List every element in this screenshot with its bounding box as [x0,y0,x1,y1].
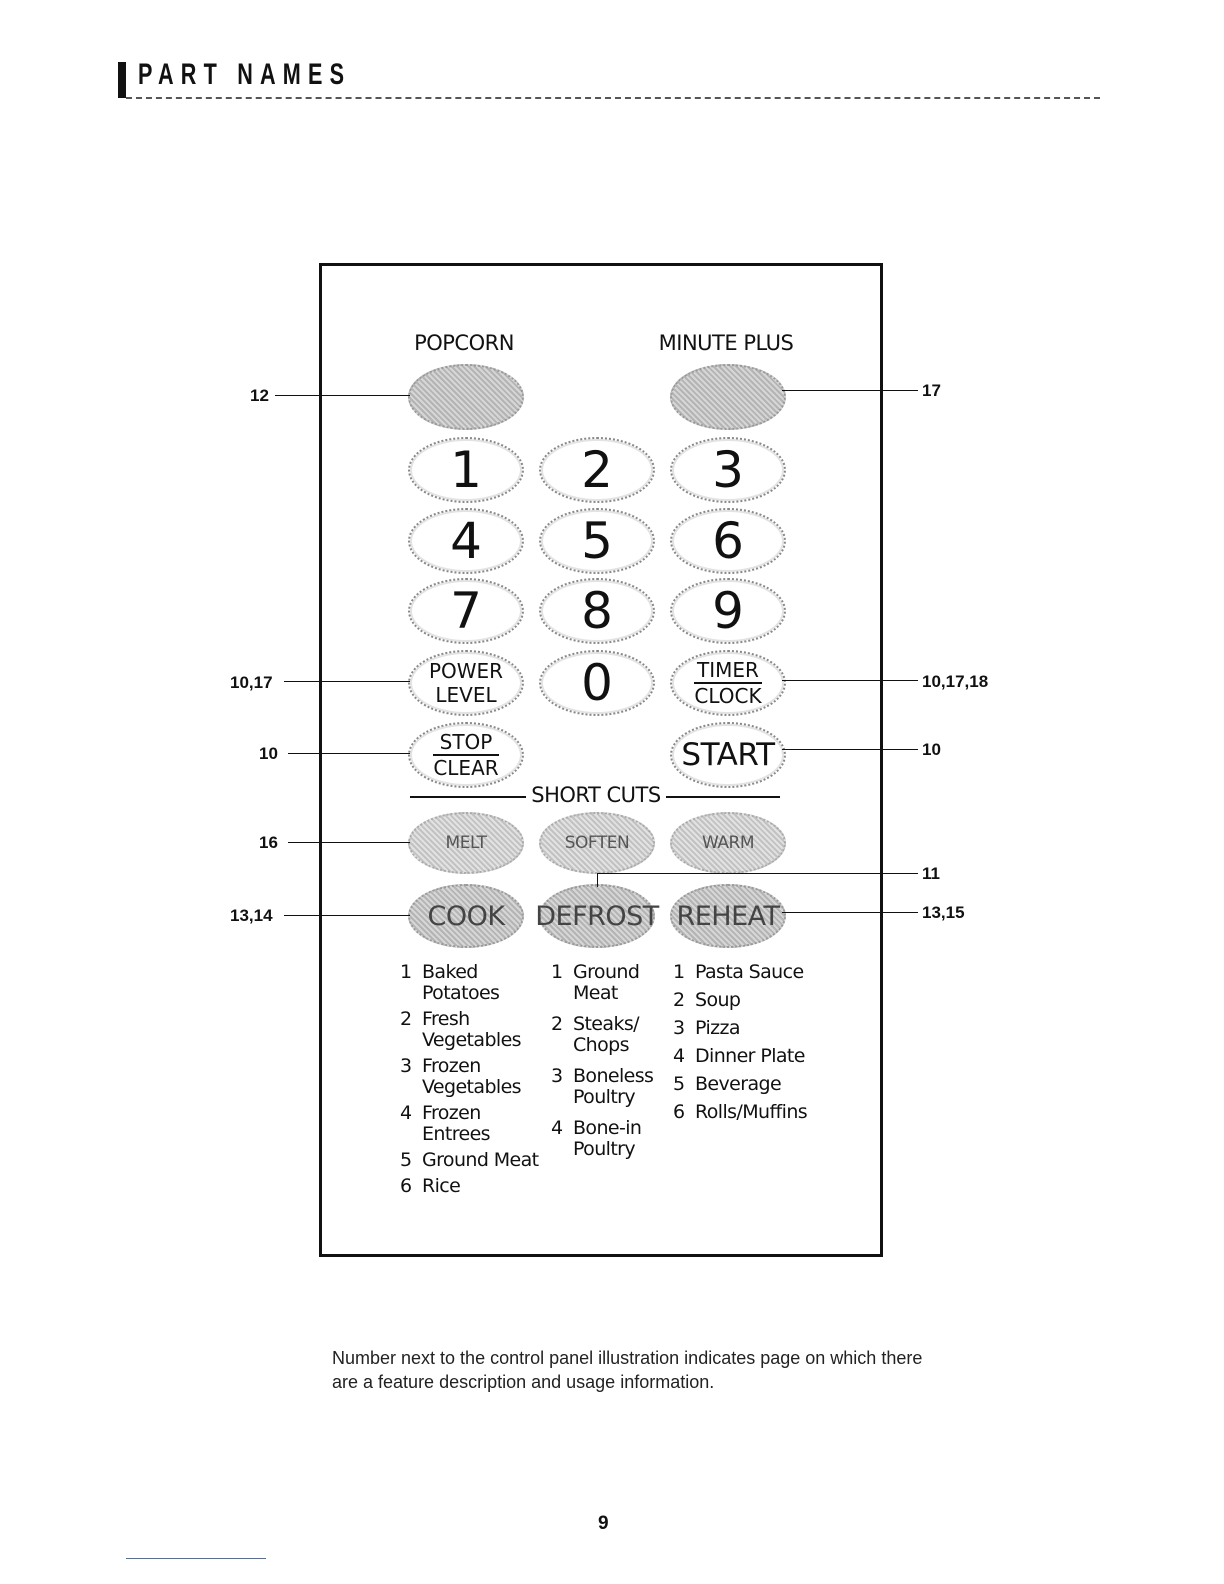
menu-item [673,962,823,983]
menu-item-text: Rice [422,1175,461,1197]
minute-plus-button[interactable] [670,364,786,430]
menu-item-number: 1 [673,961,685,983]
illustration-note: Number next to the control panel illustration indicates page on which there are a feature description and usage information. [332,1348,923,1392]
menu-item-text: Pizza [695,1017,740,1039]
reheat-button[interactable] [670,884,786,948]
digit-8-button[interactable] [539,578,655,644]
digit-0-label: 0 [581,654,613,712]
shortcuts-label: SHORT CUTS [531,783,661,807]
menu-item-number: 2 [551,1013,563,1035]
minute-plus-label: MINUTE PLUS [658,331,794,355]
menu-item-text: Boneless Poultry [573,1065,654,1108]
leader-stop-clear [288,753,410,754]
stop-label: STOP [433,730,498,756]
popcorn-button[interactable] [408,364,524,430]
shortcuts-rule-left [410,796,526,798]
menu-item-number: 4 [400,1102,412,1124]
menu-item-number: 5 [673,1073,685,1095]
digit-2-label: 2 [581,441,613,499]
digit-5-button[interactable] [539,508,655,574]
melt-label: MELT [445,833,487,853]
menu-item [551,962,671,1004]
menu-item-text: Bone-in Poultry [573,1117,642,1160]
clock-label: CLOCK [694,684,762,708]
menu-item-text: Dinner Plate [695,1045,805,1067]
menu-item [673,1102,823,1123]
digit-1-button[interactable] [408,437,524,503]
callout-popcorn: 12 [250,386,269,405]
soften-label: SOFTEN [564,833,630,853]
digit-6-label: 6 [712,512,744,570]
footer-rule [126,1558,266,1559]
menu-item [400,962,540,1004]
leader-popcorn [275,395,410,396]
stop-clear-button[interactable] [408,722,524,788]
callout-cook: 13,14 [230,906,273,925]
header-bar [118,62,126,98]
melt-button[interactable] [408,812,524,874]
callout-reheat: 13,15 [922,903,965,922]
digit-7-label: 7 [450,582,482,640]
menu-item-number: 2 [400,1008,412,1030]
stop-clear-text [433,730,498,780]
leader-shortcuts [288,842,410,843]
cook-menu-list [400,962,540,1197]
menu-item-text: Frozen Entrees [422,1102,490,1145]
menu-item-text: Frozen Vegetables [422,1055,521,1098]
menu-item-text: Pasta Sauce [695,961,804,983]
timer-clock-text [694,658,761,708]
menu-item [400,1176,540,1197]
shortcuts-rule-right [666,796,780,798]
menu-item [400,1150,540,1171]
menu-item-number: 6 [400,1175,412,1197]
power-label: POWER [428,659,504,683]
callout-stop-clear: 10 [259,744,278,763]
callout-power-level: 10,17 [230,673,273,692]
cook-label: COOK [427,900,505,932]
digit-0-button[interactable] [539,650,655,716]
menu-item [673,1046,823,1067]
leader-minute-plus [782,390,918,391]
menu-item [400,1009,540,1051]
digit-7-button[interactable] [408,578,524,644]
digit-2-button[interactable] [539,437,655,503]
menu-item-number: 6 [673,1101,685,1123]
digit-3-button[interactable] [670,437,786,503]
menu-item [673,990,823,1011]
leader-defrost [597,873,918,874]
digit-1-label: 1 [450,441,482,499]
menu-item [673,1018,823,1039]
digit-9-button[interactable] [670,578,786,644]
reheat-label: REHEAT [676,900,780,932]
clear-label: CLEAR [433,756,499,780]
warm-button[interactable] [670,812,786,874]
leader-start [782,749,918,750]
menu-item-text: Rolls/Muffins [695,1101,808,1123]
menu-item [551,1066,671,1108]
page-number: 9 [598,1513,609,1534]
menu-item-text: Baked Potatoes [422,961,500,1004]
digit-3-label: 3 [712,441,744,499]
menu-item [673,1074,823,1095]
popcorn-label: POPCORN [414,331,514,355]
power-level-text [429,659,503,707]
menu-item-text: Fresh Vegetables [422,1008,521,1051]
power-level-button[interactable] [408,650,524,716]
level-label: LEVEL [435,683,497,707]
menu-item-text: Beverage [695,1073,782,1095]
menu-item-text: Soup [695,989,741,1011]
menu-item-number: 3 [400,1055,412,1077]
menu-item-number: 3 [673,1017,685,1039]
leader-defrost-drop [597,873,598,887]
callout-minute-plus: 17 [922,381,941,400]
timer-clock-button[interactable] [670,650,786,716]
defrost-button[interactable] [535,884,659,948]
section-title: PART NAMES [138,58,352,91]
menu-item-number: 2 [673,989,685,1011]
start-button[interactable] [670,722,786,788]
leader-cook [284,915,410,916]
start-label: START [681,737,775,773]
digit-9-label: 9 [712,582,744,640]
menu-item [400,1103,540,1145]
callout-shortcuts: 16 [259,833,278,852]
menu-item [551,1014,671,1056]
soften-button[interactable] [539,812,655,874]
digit-6-button[interactable] [670,508,786,574]
menu-item-number: 5 [400,1149,412,1171]
menu-item-number: 4 [551,1117,563,1139]
menu-item-text: Ground Meat [573,961,640,1004]
reheat-menu-list [673,962,823,1123]
callout-defrost: 11 [922,864,940,883]
menu-item-number: 3 [551,1065,563,1087]
digit-5-label: 5 [581,512,613,570]
callout-timer-clock: 10,17,18 [922,672,989,691]
cook-button[interactable] [408,884,524,948]
menu-item-text: Steaks/ Chops [573,1013,639,1056]
leader-reheat [782,912,918,913]
callout-start: 10 [922,740,941,759]
header-rule [126,97,1100,99]
menu-item-number: 1 [400,961,412,983]
leader-power-level [284,681,410,682]
defrost-label: DEFROST [535,900,659,932]
menu-item-text: Ground Meat [422,1149,539,1171]
warm-label: WARM [702,833,754,853]
menu-item-number: 4 [673,1045,685,1067]
defrost-menu-list [551,962,671,1160]
digit-4-button[interactable] [408,508,524,574]
menu-item [551,1118,671,1160]
menu-item [400,1056,540,1098]
timer-label: TIMER [694,658,761,684]
leader-timer-clock [782,680,918,681]
digit-8-label: 8 [581,582,613,640]
menu-item-number: 1 [551,961,563,983]
digit-4-label: 4 [450,512,482,570]
